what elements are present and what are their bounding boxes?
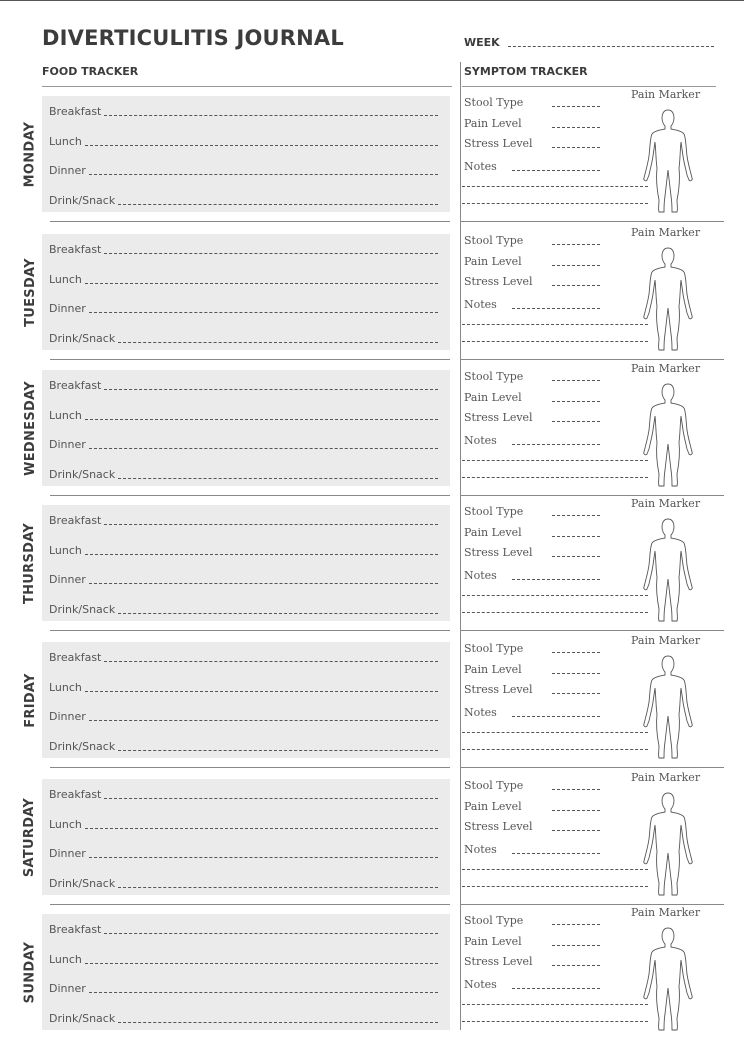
- symptom-row-stress-level: [464, 410, 533, 424]
- symptom-entry-line[interactable]: [552, 147, 600, 148]
- symptom-label: Pain Level: [464, 799, 522, 813]
- symptom-row-stress-level: [464, 819, 533, 833]
- symptom-label: Stool Type: [464, 914, 524, 927]
- symptom-entry-line[interactable]: [552, 556, 600, 557]
- meal-label: Drink/Snack: [49, 193, 116, 207]
- pain-marker-label: Pain Marker: [631, 771, 701, 784]
- symptom-row-notes: [464, 297, 497, 311]
- meal-row-drink-snack[interactable]: [49, 467, 438, 481]
- meal-label: Drink/Snack: [49, 1011, 116, 1025]
- symptom-row-pain-level: [464, 254, 522, 268]
- symptom-entry-line[interactable]: [512, 444, 600, 445]
- meal-label: Dinner: [49, 982, 86, 995]
- meal-entry-line[interactable]: [85, 691, 438, 692]
- symptom-label: Notes: [464, 568, 497, 582]
- symptom-row-pain-level: [464, 934, 522, 948]
- meal-entry-line[interactable]: [118, 204, 438, 205]
- day-name: WEDNESDAY: [22, 381, 38, 476]
- symptom-row-pain-level: [464, 799, 522, 813]
- meal-label: Drink/Snack: [49, 331, 116, 345]
- human-body-outline-icon[interactable]: [640, 654, 696, 760]
- notes-line[interactable]: [462, 869, 648, 870]
- symptom-label: Stool Type: [464, 234, 524, 247]
- symptom-row-pain-level: [464, 662, 522, 676]
- food-day-separator: [50, 359, 450, 360]
- food-day-separator: [50, 221, 450, 222]
- symptom-entry-line[interactable]: [552, 401, 600, 402]
- notes-line[interactable]: [462, 203, 648, 204]
- meal-entry-line[interactable]: [89, 174, 438, 175]
- meal-entry-line[interactable]: [118, 1022, 438, 1023]
- meal-label: Drink/Snack: [49, 602, 116, 616]
- pain-marker-label: Pain Marker: [631, 362, 701, 375]
- day-name: MONDAY: [22, 121, 38, 188]
- meal-row-dinner[interactable]: [49, 301, 438, 315]
- meal-entry-line[interactable]: [89, 312, 438, 313]
- day-section-saturday: [0, 771, 744, 904]
- meal-entry-line[interactable]: [89, 448, 438, 449]
- symptom-entry-line[interactable]: [552, 285, 600, 286]
- meal-row-drink-snack[interactable]: [49, 876, 438, 890]
- symptom-row-stress-level: [464, 954, 533, 968]
- symptom-row-stool-type: [464, 913, 523, 927]
- meal-entry-line[interactable]: [118, 750, 438, 751]
- food-header-rule: [42, 86, 452, 87]
- symptom-label: Pain Level: [464, 525, 522, 539]
- food-day-separator: [50, 767, 450, 768]
- symptom-row-notes: [464, 977, 497, 991]
- meal-label: Dinner: [49, 438, 86, 451]
- meal-row-dinner[interactable]: [49, 709, 438, 723]
- meal-label: Drink/Snack: [49, 467, 116, 481]
- symptom-entry-line[interactable]: [512, 170, 600, 171]
- meal-row-breakfast[interactable]: [49, 242, 438, 256]
- week-label: WEEK: [464, 36, 500, 49]
- symptom-entry-line[interactable]: [552, 515, 600, 516]
- symptom-row-stool-type: [464, 369, 523, 383]
- page-title: DIVERTICULITIS JOURNAL: [42, 26, 344, 50]
- symptom-day-separator: [460, 767, 724, 768]
- pain-marker-label: Pain Marker: [631, 226, 701, 239]
- meal-row-breakfast[interactable]: [49, 104, 438, 118]
- meal-row-breakfast[interactable]: [49, 513, 438, 527]
- symptom-label: Stress Level: [464, 820, 533, 833]
- human-body-outline-icon[interactable]: [640, 791, 696, 897]
- meal-row-lunch[interactable]: [49, 952, 438, 966]
- meal-row-drink-snack[interactable]: [49, 193, 438, 207]
- symptom-label: Notes: [464, 159, 497, 173]
- day-section-monday: [0, 88, 744, 221]
- meal-entry-line[interactable]: [89, 720, 438, 721]
- meal-label: Breakfast: [49, 379, 102, 392]
- meal-row-lunch[interactable]: [49, 408, 438, 422]
- symptom-entry-line[interactable]: [552, 789, 600, 790]
- meal-entry-line[interactable]: [118, 342, 438, 343]
- meal-row-lunch[interactable]: [49, 680, 438, 694]
- symptom-entry-line[interactable]: [552, 421, 600, 422]
- symptom-entry-line[interactable]: [552, 380, 600, 381]
- meal-label: Lunch: [49, 817, 82, 831]
- day-section-sunday: [0, 906, 744, 1039]
- food-tracker-heading: FOOD TRACKER: [42, 65, 139, 78]
- symptom-row-notes: [464, 705, 497, 719]
- meal-row-lunch[interactable]: [49, 134, 438, 148]
- pain-marker-label: Pain Marker: [631, 906, 701, 919]
- meal-entry-line[interactable]: [104, 253, 438, 254]
- human-body-outline-icon[interactable]: [640, 926, 696, 1032]
- symptom-entry-line[interactable]: [512, 308, 600, 309]
- symptom-label: Pain Level: [464, 662, 522, 676]
- meal-label: Lunch: [49, 408, 82, 422]
- day-name: TUESDAY: [22, 258, 38, 327]
- notes-line[interactable]: [462, 732, 648, 733]
- notes-line[interactable]: [462, 886, 648, 887]
- notes-line[interactable]: [462, 324, 648, 325]
- symptom-label: Pain Level: [464, 116, 522, 130]
- meal-entry-line[interactable]: [104, 798, 438, 799]
- meal-label: Dinner: [49, 573, 86, 586]
- meal-label: Lunch: [49, 272, 82, 286]
- meal-label: Lunch: [49, 134, 82, 148]
- symptom-label: Stress Level: [464, 411, 533, 424]
- notes-line[interactable]: [462, 460, 648, 461]
- symptom-label: Stress Level: [464, 546, 533, 559]
- symptom-label: Notes: [464, 842, 497, 856]
- human-body-outline-icon[interactable]: [640, 517, 696, 623]
- symptom-label: Stool Type: [464, 505, 524, 518]
- meal-row-breakfast[interactable]: [49, 650, 438, 664]
- symptom-entry-line[interactable]: [552, 106, 600, 107]
- symptom-label: Stool Type: [464, 642, 524, 655]
- meal-row-drink-snack[interactable]: [49, 602, 438, 616]
- meal-entry-line[interactable]: [85, 554, 438, 555]
- meal-entry-line[interactable]: [85, 145, 438, 146]
- food-box: [42, 779, 450, 895]
- symptom-row-stool-type: [464, 95, 523, 109]
- symptom-entry-line[interactable]: [552, 830, 600, 831]
- symptom-label: Pain Level: [464, 934, 522, 948]
- meal-row-drink-snack[interactable]: [49, 1011, 438, 1025]
- notes-line[interactable]: [462, 477, 648, 478]
- symptom-row-notes: [464, 568, 497, 582]
- notes-line[interactable]: [462, 186, 648, 187]
- notes-line[interactable]: [462, 749, 648, 750]
- pain-marker-label: Pain Marker: [631, 88, 701, 101]
- day-name: SATURDAY: [22, 797, 38, 878]
- meal-row-breakfast[interactable]: [49, 378, 438, 392]
- meal-label: Lunch: [49, 952, 82, 966]
- meal-entry-line[interactable]: [89, 992, 438, 993]
- meal-row-lunch[interactable]: [49, 817, 438, 831]
- food-day-separator: [50, 630, 450, 631]
- meal-row-dinner[interactable]: [49, 846, 438, 860]
- meal-label: Drink/Snack: [49, 876, 116, 890]
- symptom-row-notes: [464, 433, 497, 447]
- symptom-row-stress-level: [464, 545, 533, 559]
- food-box: [42, 642, 450, 758]
- meal-row-dinner[interactable]: [49, 572, 438, 586]
- symptom-label: Pain Level: [464, 254, 522, 268]
- symptom-entry-line[interactable]: [552, 536, 600, 537]
- meal-row-dinner[interactable]: [49, 163, 438, 177]
- symptom-day-separator: [460, 495, 724, 496]
- food-day-separator: [50, 904, 450, 905]
- symptom-day-separator: [460, 221, 724, 222]
- meal-entry-line[interactable]: [104, 933, 438, 934]
- symptom-label: Notes: [464, 977, 497, 991]
- day-section-friday: [0, 634, 744, 767]
- symptom-row-stress-level: [464, 682, 533, 696]
- meal-entry-line[interactable]: [89, 857, 438, 858]
- symptom-label: Notes: [464, 297, 497, 311]
- human-body-outline-icon[interactable]: [640, 108, 696, 214]
- symptom-label: Stress Level: [464, 683, 533, 696]
- notes-line[interactable]: [462, 612, 648, 613]
- meal-label: Dinner: [49, 302, 86, 315]
- day-name: THURSDAY: [22, 522, 38, 605]
- symptom-row-stress-level: [464, 136, 533, 150]
- symptom-row-stool-type: [464, 641, 523, 655]
- symptom-label: Notes: [464, 433, 497, 447]
- meal-entry-line[interactable]: [85, 828, 438, 829]
- top-border: [0, 0, 744, 1]
- meal-row-lunch[interactable]: [49, 272, 438, 286]
- food-box: [42, 96, 450, 212]
- symptom-entry-line[interactable]: [552, 673, 600, 674]
- symptom-row-pain-level: [464, 116, 522, 130]
- day-section-wednesday: [0, 362, 744, 495]
- symptom-entry-line[interactable]: [512, 716, 600, 717]
- symptom-tracker-heading: SYMPTOM TRACKER: [464, 65, 588, 78]
- meal-entry-line[interactable]: [104, 115, 438, 116]
- meal-entry-line[interactable]: [85, 419, 438, 420]
- meal-row-dinner[interactable]: [49, 437, 438, 451]
- meal-entry-line[interactable]: [118, 887, 438, 888]
- meal-label: Breakfast: [49, 923, 102, 936]
- day-name: FRIDAY: [22, 673, 38, 728]
- symptom-entry-line[interactable]: [552, 693, 600, 694]
- food-box: [42, 234, 450, 350]
- day-name: SUNDAY: [22, 941, 38, 1004]
- day-section-tuesday: [0, 226, 744, 359]
- symptom-day-separator: [460, 904, 724, 905]
- meal-row-drink-snack[interactable]: [49, 739, 438, 753]
- food-day-separator: [50, 495, 450, 496]
- notes-line[interactable]: [462, 341, 648, 342]
- symptom-entry-line[interactable]: [552, 244, 600, 245]
- symptom-entry-line[interactable]: [512, 853, 600, 854]
- symptom-label: Notes: [464, 705, 497, 719]
- week-input-line[interactable]: [508, 46, 714, 47]
- meal-entry-line[interactable]: [104, 389, 438, 390]
- symptom-entry-line[interactable]: [552, 945, 600, 946]
- meal-entry-line[interactable]: [85, 963, 438, 964]
- meal-label: Dinner: [49, 710, 86, 723]
- symptom-label: Pain Level: [464, 390, 522, 404]
- symptom-row-pain-level: [464, 525, 522, 539]
- meal-entry-line[interactable]: [104, 524, 438, 525]
- meal-label: Breakfast: [49, 243, 102, 256]
- meal-row-dinner[interactable]: [49, 981, 438, 995]
- meal-row-lunch[interactable]: [49, 543, 438, 557]
- meal-label: Drink/Snack: [49, 739, 116, 753]
- symptom-day-separator: [460, 630, 724, 631]
- meal-row-breakfast[interactable]: [49, 787, 438, 801]
- symptom-entry-line[interactable]: [552, 652, 600, 653]
- symptom-entry-line[interactable]: [552, 810, 600, 811]
- symptom-row-notes: [464, 159, 497, 173]
- day-section-thursday: [0, 497, 744, 630]
- symptom-day-separator: [460, 359, 724, 360]
- symptom-label: Stress Level: [464, 137, 533, 150]
- meal-label: Breakfast: [49, 105, 102, 118]
- notes-line[interactable]: [462, 1004, 648, 1005]
- symptom-label: Stress Level: [464, 275, 533, 288]
- meal-label: Lunch: [49, 680, 82, 694]
- symptom-entry-line[interactable]: [552, 127, 600, 128]
- symptom-entry-line[interactable]: [512, 988, 600, 989]
- meal-entry-line[interactable]: [104, 661, 438, 662]
- symptom-row-notes: [464, 842, 497, 856]
- meal-label: Breakfast: [49, 788, 102, 801]
- notes-line[interactable]: [462, 1021, 648, 1022]
- symptom-row-stress-level: [464, 274, 533, 288]
- meal-entry-line[interactable]: [89, 583, 438, 584]
- symptom-entry-line[interactable]: [512, 579, 600, 580]
- meal-row-drink-snack[interactable]: [49, 331, 438, 345]
- symptom-row-stool-type: [464, 778, 523, 792]
- human-body-outline-icon[interactable]: [640, 246, 696, 352]
- human-body-outline-icon[interactable]: [640, 382, 696, 488]
- symptom-entry-line[interactable]: [552, 924, 600, 925]
- meal-label: Dinner: [49, 847, 86, 860]
- food-box: [42, 370, 450, 486]
- food-box: [42, 505, 450, 621]
- pain-marker-label: Pain Marker: [631, 497, 701, 510]
- meal-label: Lunch: [49, 543, 82, 557]
- meal-label: Breakfast: [49, 651, 102, 664]
- symptom-row-stool-type: [464, 504, 523, 518]
- symptom-entry-line[interactable]: [552, 265, 600, 266]
- notes-line[interactable]: [462, 595, 648, 596]
- meal-entry-line[interactable]: [118, 478, 438, 479]
- pain-marker-label: Pain Marker: [631, 634, 701, 647]
- symptom-header-rule: [462, 86, 716, 87]
- meal-label: Breakfast: [49, 514, 102, 527]
- symptom-label: Stool Type: [464, 370, 524, 383]
- meal-entry-line[interactable]: [118, 613, 438, 614]
- symptom-label: Stool Type: [464, 96, 524, 109]
- meal-row-breakfast[interactable]: [49, 922, 438, 936]
- symptom-label: Stress Level: [464, 955, 533, 968]
- symptom-entry-line[interactable]: [552, 965, 600, 966]
- meal-entry-line[interactable]: [85, 283, 438, 284]
- meal-label: Dinner: [49, 164, 86, 177]
- symptom-row-stool-type: [464, 233, 523, 247]
- symptom-row-pain-level: [464, 390, 522, 404]
- food-box: [42, 914, 450, 1030]
- symptom-label: Stool Type: [464, 779, 524, 792]
